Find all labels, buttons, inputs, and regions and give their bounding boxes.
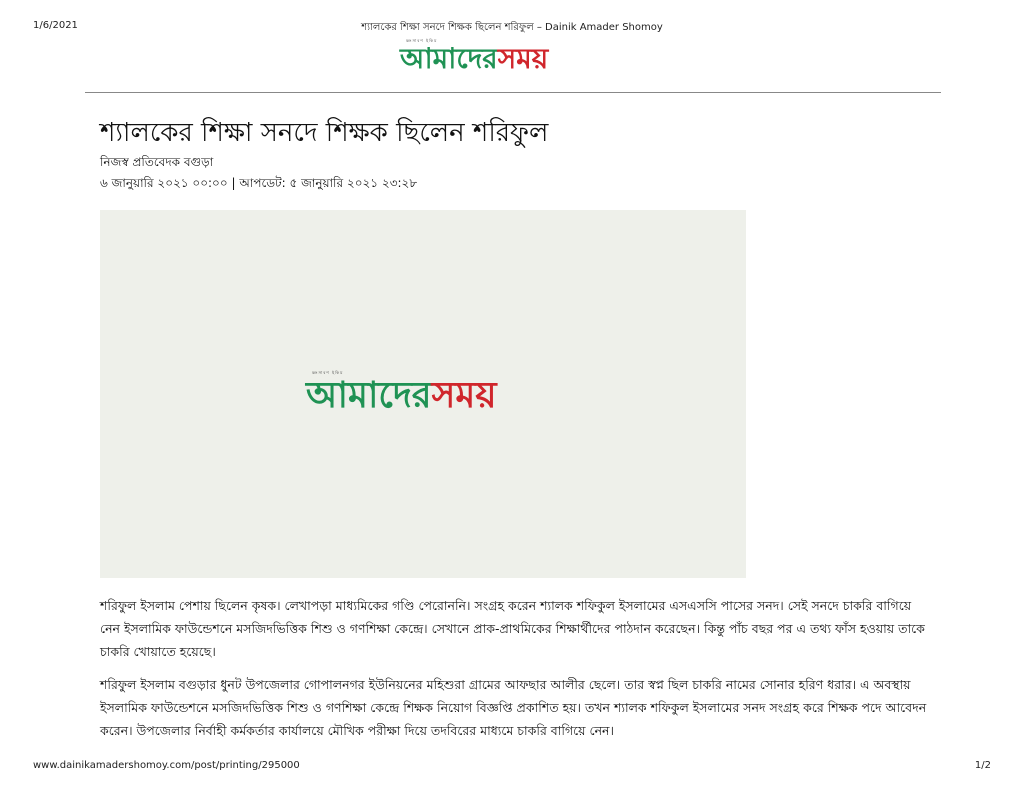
placeholder-logo <box>306 370 497 416</box>
article-paragraph-1: শরিফুল ইসলাম পেশায় ছিলেন কৃষক। লেখাপড়া মাধ্যমিকের গণ্ডি পেরোননি। সংগ্রহ করেন শ্যালক শফিকুল ইসলামের এসএসসি পাসের সনদ। সেই সনদে চাকরি বাগিয়ে নেন ইসলামিক ফাউন্ডেশনে মসজিদভিত্তিক শিশু ও গণশিক্ষা কেন্দ্রে। সেখানে প্রাক-প্রাথমিকের শিক্ষার্থীদের পাঠদান করেছেন। কিন্তু পাঁচ বছর পর এ তথ্য ফাঁস হওয়ায় তাকে চাকরি খোয়াতে হয়েছে। <box>100 598 925 659</box>
placeholder-logo-tagline: ধ্বংসাবশ ইকিয় <box>312 370 344 375</box>
site-logo[interactable] <box>400 38 548 73</box>
article-headline: শ্যালকের শিক্ষা সনদে শিক্ষক ছিলেন শরিফুল <box>100 118 549 148</box>
placeholder-logo-word-green: আমাদের <box>306 374 432 416</box>
article-byline: নিজস্ব প্রতিবেদক বগুড়া <box>100 155 214 169</box>
logo-word-red: সময় <box>497 42 549 75</box>
print-date: 1/6/2021 <box>33 20 78 31</box>
article-paragraph-2: শরিফুল ইসলাম বগুড়ার ধুনট উপজেলার গোপালনগর ইউনিয়নের মহিশুরা গ্রামের আফছার আলীর ছেলে। তার স্বপ্ন ছিল চাকরি নামের সোনার হরিণ ধরার। এ অবস্থায় ইসলামিক ফাউন্ডেশনে মসজিদভিত্তিক শিশু ও গণশিক্ষা কেন্দ্রে শিক্ষক নিয়োগ বিজ্ঞপ্তি প্রকাশিত হয়। তখন শ্যালক শফিকুল ইসলামের সনদ সংগ্রহ করে শিক্ষক পদে আবেদন করেন। উপজেলার নির্বাহী কর্মকর্তার কার্যালয়ে মৌখিক পরীক্ষা দিয়ে তদবিরের মাধ্যমে চাকরি বাগিয়ে নেন। <box>100 677 927 738</box>
print-page-title: শ্যালকের শিক্ষা সনদে শিক্ষক ছিলেন শরিফুল – Dainik Amader Shomoy <box>361 22 663 33</box>
header-divider <box>85 92 941 93</box>
article-dates: ৬ জানুয়ারি ২০২১ ০০:০০ | আপডেট: ৫ জানুয়ারি ২০২১ ২৩:২৮ <box>100 176 418 190</box>
print-footer-url: www.dainikamadershomoy.com/post/printing/295000 <box>33 760 300 771</box>
article-image-placeholder <box>100 210 746 578</box>
placeholder-logo-word-red: সময় <box>431 374 497 416</box>
print-page-number: 1/2 <box>974 760 991 771</box>
logo-word-green: আমাদের <box>400 42 498 75</box>
logo-tagline: ধ্বংসাবশ ইকিয় <box>406 38 438 43</box>
